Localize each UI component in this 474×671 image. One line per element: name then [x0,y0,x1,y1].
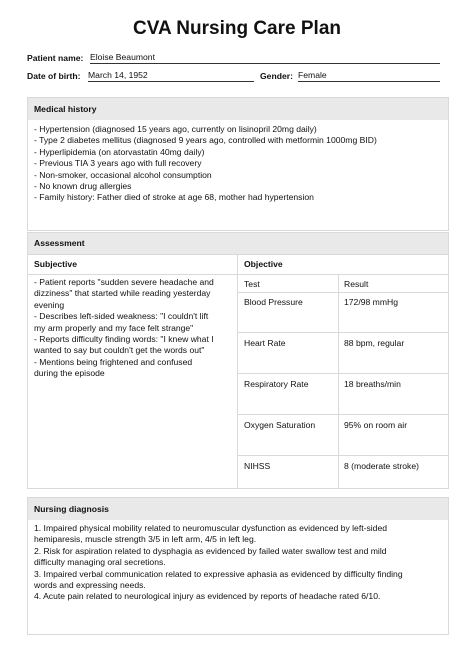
history-item: - Hyperlipidemia (on atorvastatin 40mg daily) [34,146,205,157]
table-header-result: Result [344,279,369,289]
diagnosis-line: hemiparesis, muscle strength 3/5 in left arm, 4/5 in left leg. [34,534,257,545]
subjective-line: during the episode [34,368,105,379]
gender-label: Gender: [260,71,293,81]
dob-field[interactable]: March 14, 1952 [88,70,254,82]
medical-history-heading: Medical history [28,98,448,120]
subjective-text [28,277,237,380]
subjective-line: - Reports difficulty finding words: "I knew what I [34,334,214,345]
assessment-heading: Assessment [28,233,448,254]
diagnosis-line: 4. Acute pain related to neurological injury as evidenced by reports of headache rated 6/10. [34,591,381,602]
table-row-rule [237,332,448,333]
diagnosis-line: 1. Impaired physical mobility related to neuromuscular dysfunction as evidenced by left-sided [34,523,388,533]
objective-rule [237,274,448,275]
table-cell-result: 95% on room air [344,420,408,430]
patient-name-field[interactable]: Eloise Beaumont [90,52,440,64]
table-header-test: Test [244,279,260,289]
assessment-section [27,232,449,489]
table-cell-result: 88 bpm, regular [344,338,405,348]
history-item: - Family history: Father died of stroke at age 68, mother had hypertension [34,192,314,203]
medical-history-section [27,97,449,231]
table-header-rule [237,292,448,293]
table-cell-result: 18 breaths/min [344,379,401,389]
subjective-line: my arm properly and my face felt strange" [34,322,194,333]
history-item: - No known drug allergies [34,181,132,192]
table-row-rule [237,373,448,374]
table-row-rule [237,414,448,415]
page-title: CVA Nursing Care Plan [133,18,341,39]
table-cell-result: 172/98 mmHg [344,297,398,307]
table-cell-test: Respiratory Rate [244,379,309,389]
medical-history-list [28,120,448,204]
diagnosis-line: words and expressing needs. [34,580,146,591]
nursing-diagnosis-heading: Nursing diagnosis [28,498,448,520]
history-item: - Type 2 diabetes mellitus (diagnosed 9 years ago, controlled with metformin 1000mg BID) [34,135,377,146]
table-cell-test: NIHSS [244,461,271,471]
diagnosis-line: difficulty managing oral secretions. [34,557,166,568]
history-item: - Non-smoker, occasional alcohol consumption [34,169,212,180]
subjective-line: - Describes left-sided weakness: "I couldn't lift [34,311,209,322]
gender-field[interactable]: Female [298,70,440,82]
subjective-line: dizziness" that started while reading yesterday [34,288,211,299]
diagnosis-line: 3. Impaired verbal communication related to expressive aphasia as evidenced by difficulty finding [34,568,403,579]
nursing-diagnosis-list [28,520,448,603]
table-cell-result: 8 (moderate stroke) [344,461,419,471]
subjective-rule [28,274,237,275]
table-cell-test: Oxygen Saturation [244,420,316,430]
assessment-head-rule [28,254,448,255]
subjective-label: Subjective [34,259,77,269]
subjective-line: - Mentions being frightened and confused [34,356,193,367]
table-cell-test: Blood Pressure [244,297,303,307]
objective-label: Objective [244,259,283,269]
subjective-line: - Patient reports "sudden severe headache and [34,277,214,287]
subjective-line: evening [34,299,65,310]
dob-label: Date of birth: [27,71,81,81]
diagnosis-line: 2. Risk for aspiration related to dysphagia as evidenced by failed water swallow test and mild [34,545,387,556]
subjective-line: wanted to say but couldn't get the words out" [34,345,205,356]
table-cell-test: Heart Rate [244,338,286,348]
history-item: - Hypertension (diagnosed 15 years ago, currently on lisinopril 20mg daily) [34,124,317,134]
nursing-diagnosis-section [27,497,449,635]
table-row-rule [237,455,448,456]
patient-name-label: Patient name: [27,53,84,63]
column-divider [237,254,238,488]
history-item: - Previous TIA 3 years ago with full recovery [34,158,202,169]
